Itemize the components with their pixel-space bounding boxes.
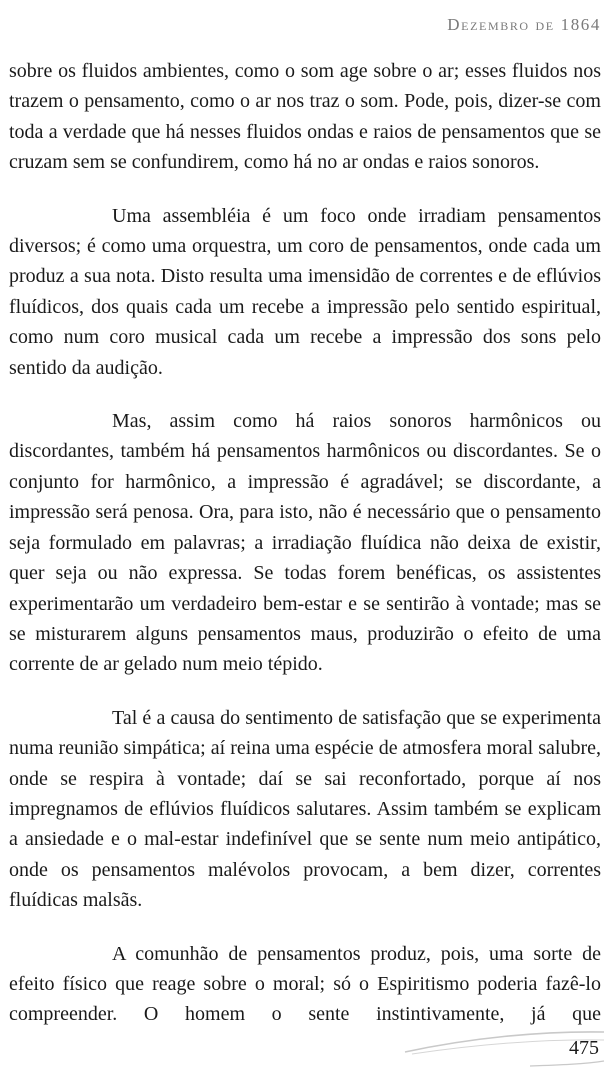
running-header: Dezembro de 1864: [447, 15, 601, 34]
body-text: [9, 56, 601, 1030]
paragraph: Tal é a causa do sentimento de satisfação que se experimenta numa reunião simpática; aí reina uma espécie de atmosfera moral salubre, onde se respira à vontade; daí se sai reconfortado, porque aí nos impregnamos de eflúvios fluídicos salutares. Assim também se explicam a ansiedade e o mal-estar indefinível que se sente num meio antipático, onde os pensamentos malévolos provocam, a bem dizer, correntes fluídicas malsãs.: [9, 706, 601, 912]
paragraph: Mas, assim como há raios sonoros harmônicos ou discordantes, também há pensamentos harmônicos ou discordantes. Se o conjunto for harmônico, a impressão é agradável; se discordante, a impressão será penosa. Ora, para isto, não é necessário que o pensamento seja formulado em palavras; a irradiação fluídica não deixa de existir, quer seja ou não expressa. Se todas forem benéficas, os assistentes experimentarão um verdadeiro bem-estar e se sentirão à vontade; mas se se misturarem alguns pensamentos maus, produzirão o efeito de uma corrente de ar gelado num meio tépido.: [9, 410, 601, 676]
page-number: 475: [569, 1037, 599, 1059]
page-footer: [0, 1028, 607, 1071]
paragraph: sobre os fluidos ambientes, como o som age sobre o ar; esses fluidos nos trazem o pensamento, como o ar nos traz o som. Pode, pois, dizer-se com toda a verdade que há nesses fluidos ondas e raios de pensamentos que se cruzam sem se confundirem, como há no ar ondas e raios sonoros.: [9, 60, 601, 174]
paragraph: A comunhão de pensamentos produz, pois, uma sorte de efeito físico que reage sobre o moral; só o Espiritismo poderia fazê-lo compreender. O homem o sente instintivamente, já que: [9, 942, 601, 1026]
footer-swoosh-ornament: [0, 1028, 607, 1071]
swoosh-underline: [530, 1061, 604, 1066]
paragraph: Uma assembléia é um foco onde irradiam pensamentos diversos; é como uma orquestra, um coro de pensamentos, onde cada um produz a sua nota. Disto resulta uma imensidão de correntes e de eflúvios fluídicos, dos quais cada um recebe a impressão pelo sentido espiritual, como num coro musical cada um recebe a impressão dos sons pelo sentido da audição.: [9, 204, 601, 379]
